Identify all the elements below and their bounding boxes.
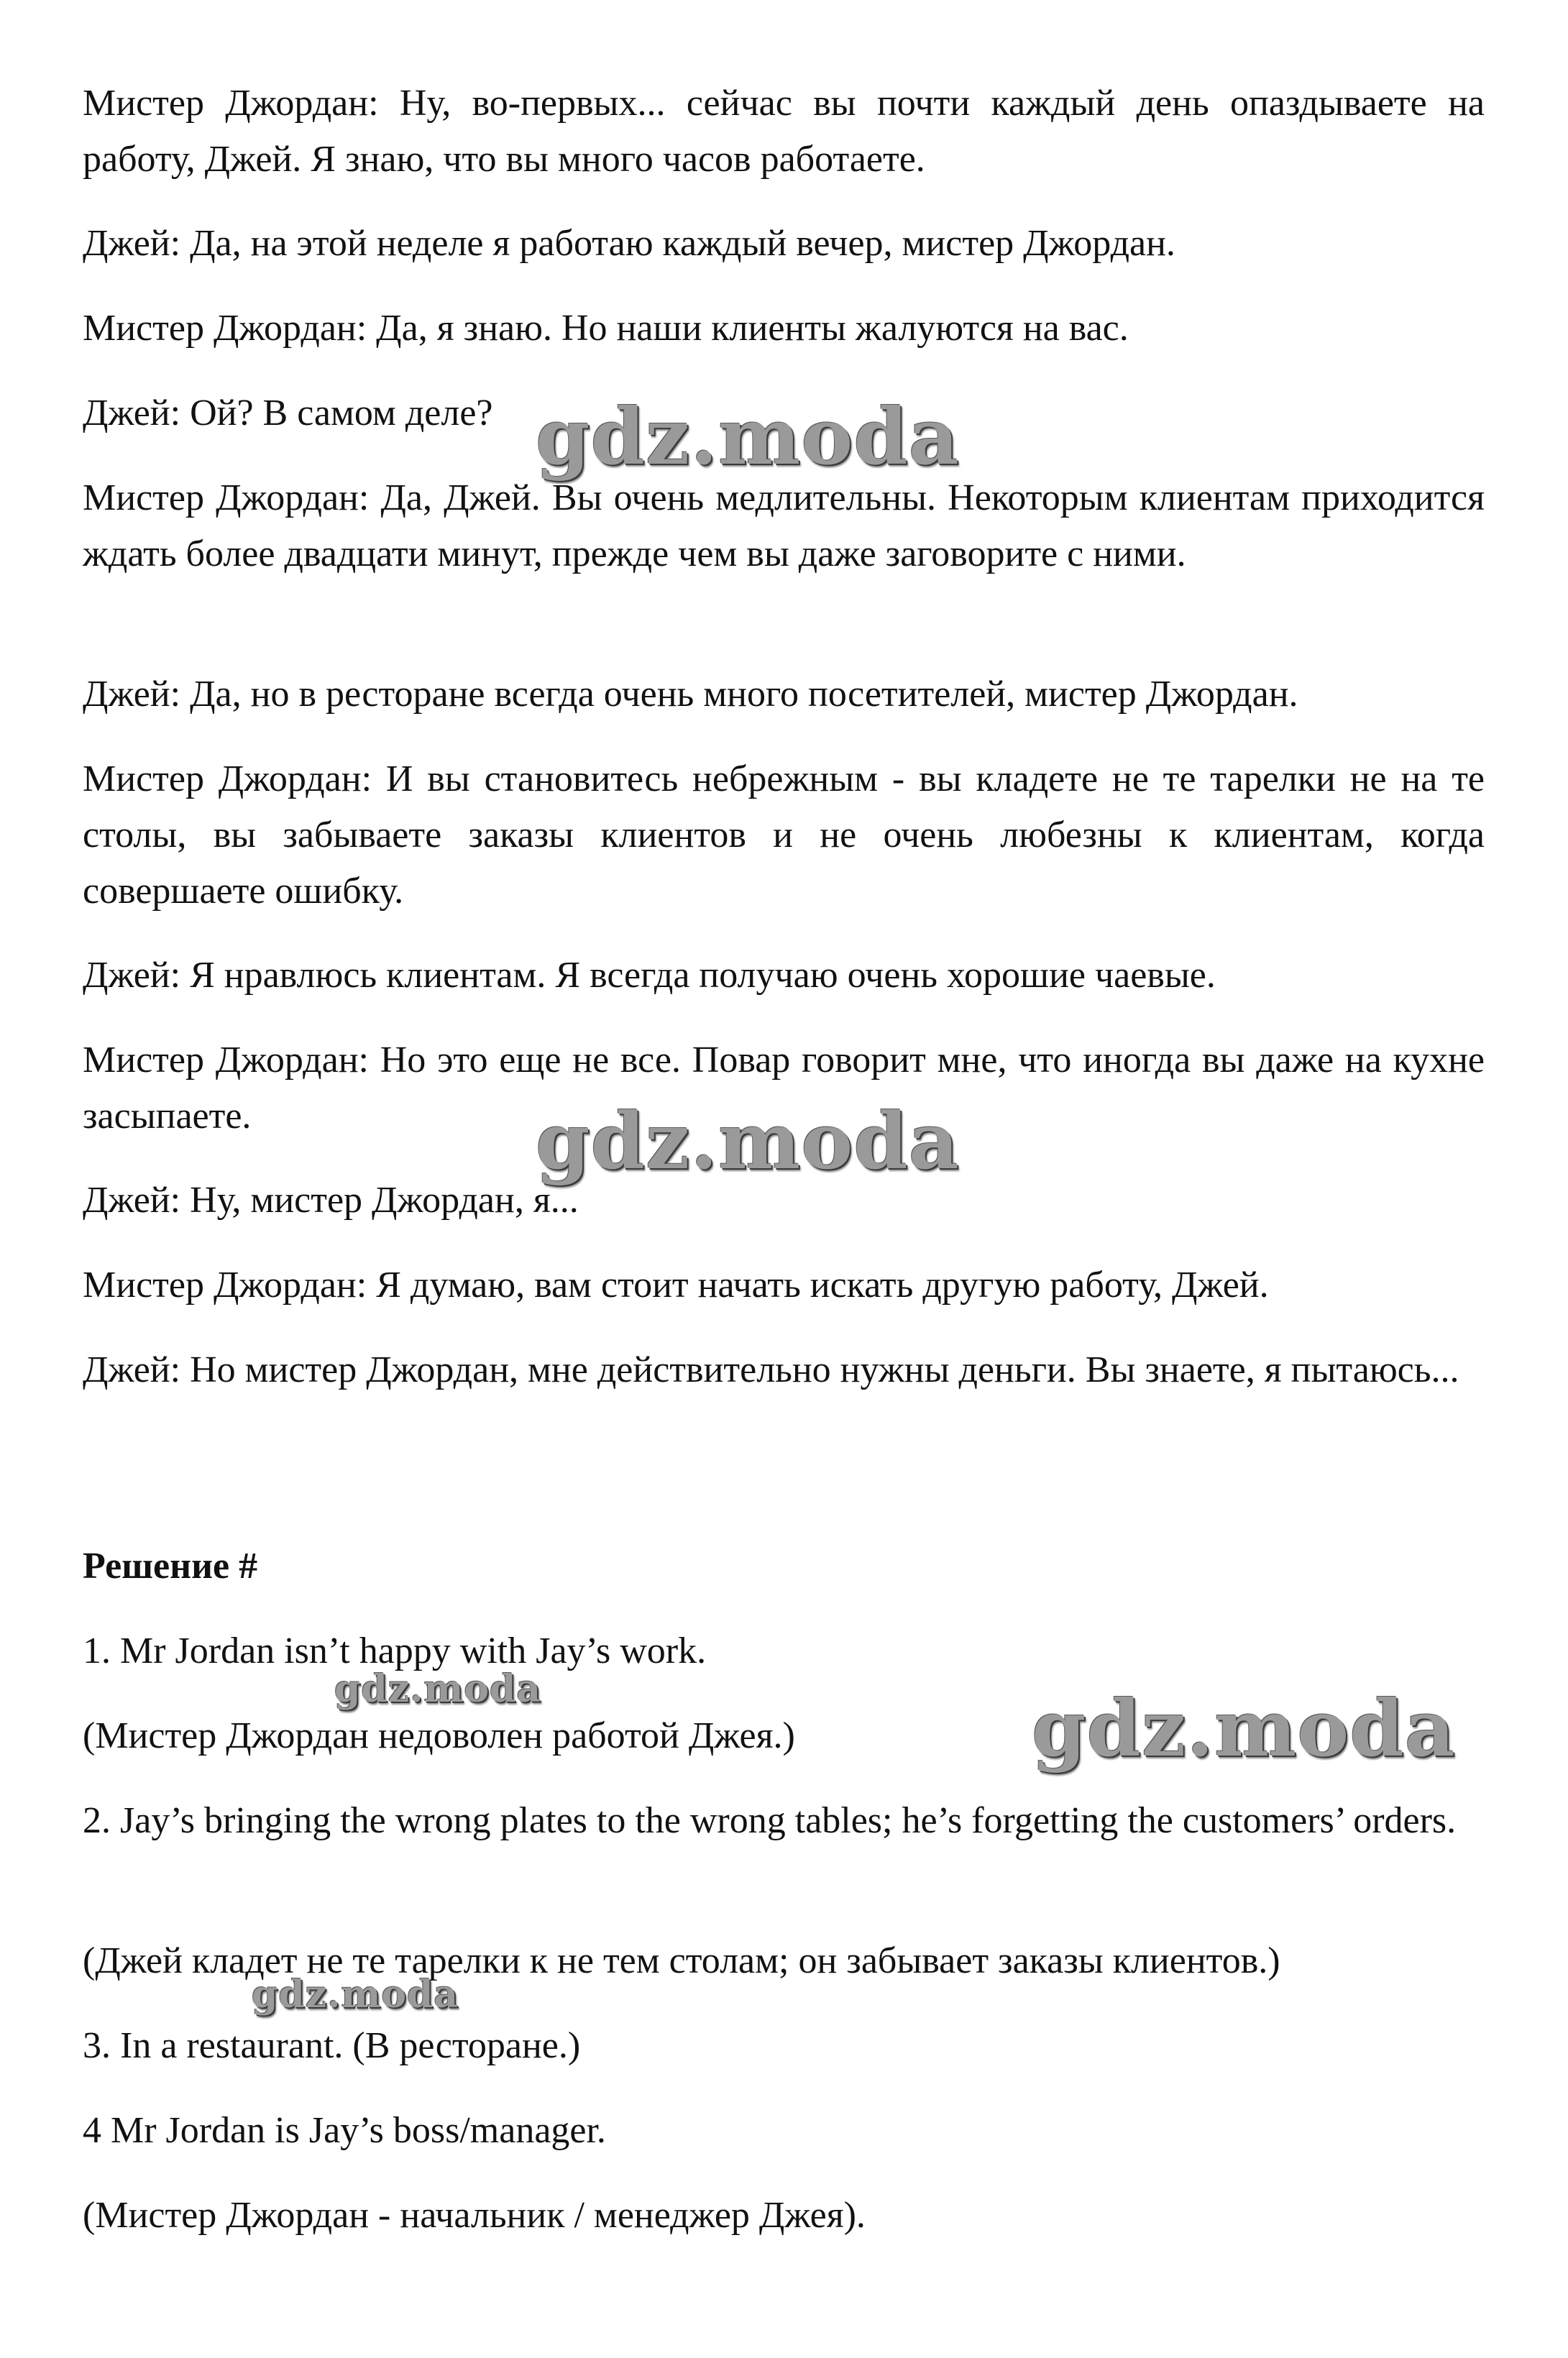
solution-heading: Решение # xyxy=(83,1546,258,1587)
dialogue-paragraph-10: Джей: Ну, мистер Джордан, я... xyxy=(83,1180,579,1221)
watermark-logo: gdz.moda xyxy=(252,1973,459,2017)
answer-line-7: (Мистер Джордан - начальник / менеджер Джея). xyxy=(83,2195,866,2236)
watermark-logo: gdz.moda xyxy=(334,1667,542,1711)
answer-line-4: (Джей кладет не те тарелки к не тем столам; он забывает заказы клиентов.) xyxy=(83,1940,1280,1981)
dialogue-paragraph-3: Мистер Джордан: Да, я знаю. Но наши клиенты жалуются на вас. xyxy=(83,308,1129,349)
watermark-logo: gdz.moda xyxy=(536,1096,960,1187)
dialogue-paragraph-1: Мистер Джордан: Ну, во-первых... сейчас вы почти каждый день опаздываете на работу, Джей. Я знаю, что вы много часов работаете. xyxy=(83,83,1485,180)
dialogue-paragraph-12: Джей: Но мистер Джордан, мне действительно нужны деньги. Вы знаете, я пытаюсь... xyxy=(83,1349,1459,1390)
answer-line-2: (Мистер Джордан недоволен работой Джея.) xyxy=(83,1715,795,1756)
answer-line-1: 1. Mr Jordan isn’t happy with Jay’s work. xyxy=(83,1630,707,1671)
dialogue-paragraph-8: Джей: Я нравлюсь клиентам. Я всегда получаю очень хорошие чаевые. xyxy=(83,955,1216,996)
dialogue-paragraph-6: Джей: Да, но в ресторане всегда очень много посетителей, мистер Джордан. xyxy=(83,674,1298,715)
dialogue-paragraph-9: Мистер Джордан: Но это еще не все. Повар говорит мне, что иногда вы даже на кухне засыпаете. xyxy=(83,1040,1485,1137)
watermark-logo: gdz.moda xyxy=(536,392,960,482)
answer-line-5: 3. In a restaurant. (В ресторане.) xyxy=(83,2025,581,2066)
answer-line-3: 2. Jay’s bringing the wrong plates to the wrong tables; he’s forgetting the customers’ orders. xyxy=(83,1800,1457,1841)
dialogue-paragraph-5: Мистер Джордан: Да, Джей. Вы очень медлительны. Некоторым клиентам приходится ждать более двадцати минут, прежде чем вы даже заговорите с ними. xyxy=(83,477,1485,574)
dialogue-paragraph-11: Мистер Джордан: Я думаю, вам стоит начать искать другую работу, Джей. xyxy=(83,1265,1269,1306)
dialogue-paragraph-7: Мистер Джордан: И вы становитесь небрежным - вы кладете не те тарелки не на те столы, вы забываете заказы клиентов и не очень любезны к клиентам, когда совершаете ошибку. xyxy=(83,758,1485,912)
watermark-logo: gdz.moda xyxy=(1032,1684,1456,1774)
dialogue-paragraph-4: Джей: Ой? В самом деле? xyxy=(83,393,493,433)
dialogue-paragraph-2: Джей: Да, на этой неделе я работаю каждый вечер, мистер Джордан. xyxy=(83,223,1175,264)
answer-line-6: 4 Mr Jordan is Jay’s boss/manager. xyxy=(83,2110,606,2151)
